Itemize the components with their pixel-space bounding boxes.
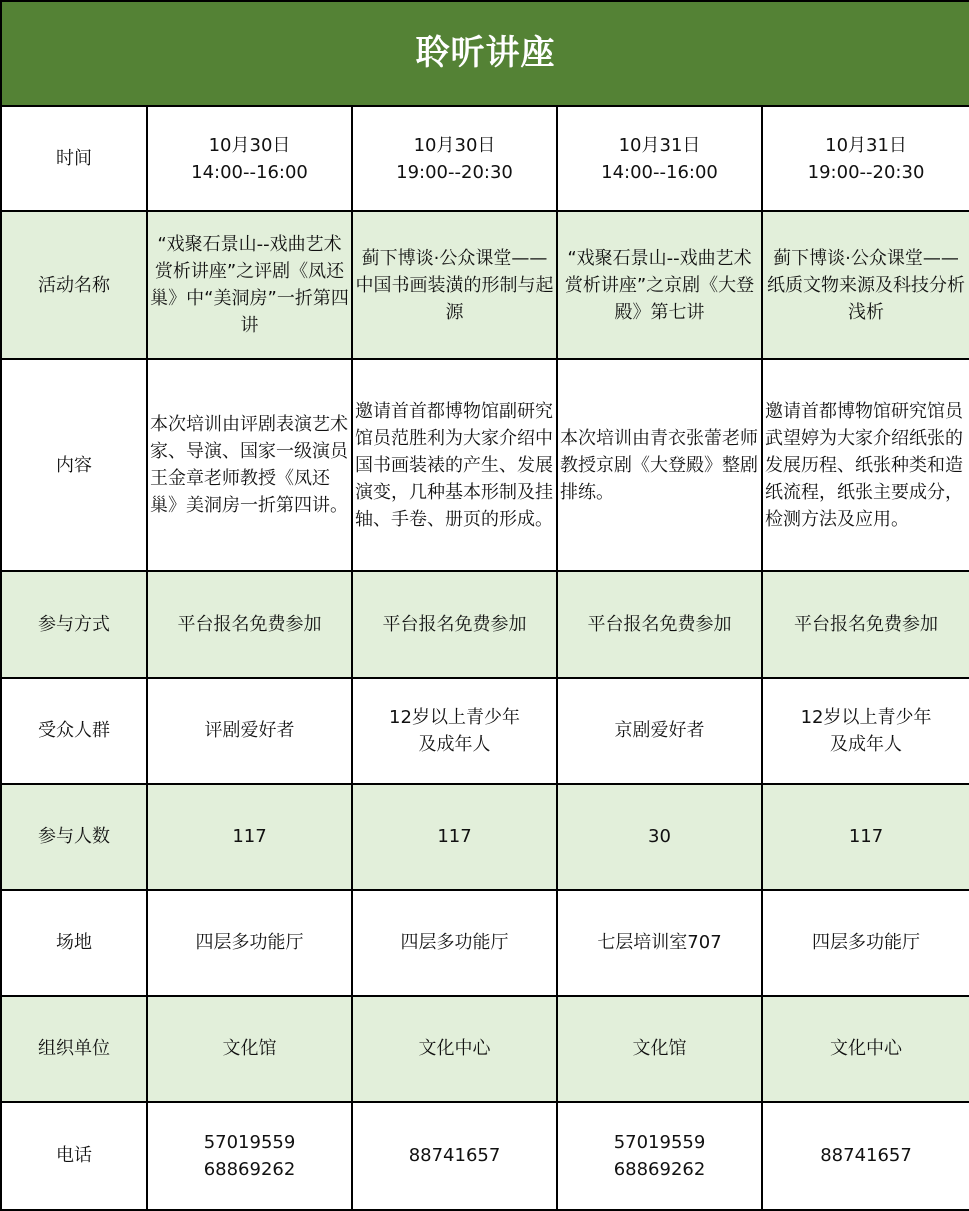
row-label: 时间 xyxy=(1,106,147,211)
table-cell: 12岁以上青少年 及成年人 xyxy=(762,678,969,784)
table-cell: 四层多功能厅 xyxy=(762,890,969,996)
table-cell: 蓟下博谈·公众课堂——纸质文物来源及科技分析浅析 xyxy=(762,211,969,359)
table-cell: 文化馆 xyxy=(557,996,762,1102)
table-cell: “戏聚石景山--戏曲艺术赏析讲座”之评剧《凤还巢》中“美洞房”一折第四讲 xyxy=(147,211,352,359)
table-row-participation xyxy=(1,571,969,677)
table-cell: 30 xyxy=(557,784,762,890)
row-label: 电话 xyxy=(1,1102,147,1210)
table-row-phone xyxy=(1,1102,969,1210)
table-cell: 10月30日 19:00--20:30 xyxy=(352,106,557,211)
table-cell: 117 xyxy=(147,784,352,890)
table-row-content xyxy=(1,359,969,571)
table-cell: “戏聚石景山--戏曲艺术赏析讲座”之京剧《大登殿》第七讲 xyxy=(557,211,762,359)
table-cell: 88741657 xyxy=(352,1102,557,1210)
table-cell: 七层培训室707 xyxy=(557,890,762,996)
table-cell: 10月31日 14:00--16:00 xyxy=(557,106,762,211)
table-cell: 邀请首都博物馆研究馆员武望婷为大家介绍纸张的发展历程、纸张种类和造纸流程，纸张主要成分，检测方法及应用。 xyxy=(762,359,969,571)
table-cell: 本次培训由评剧表演艺术家、导演、国家一级演员王金章老师教授《凤还巢》美洞房一折第四讲。 xyxy=(147,359,352,571)
page-title: 聆听讲座 xyxy=(1,1,969,106)
table-cell: 本次培训由青衣张蕾老师教授京剧《大登殿》整剧排练。 xyxy=(557,359,762,571)
table-row-activity-name xyxy=(1,211,969,359)
table-cell: 57019559 68869262 xyxy=(147,1102,352,1210)
table-row-time xyxy=(1,106,969,211)
row-label: 组织单位 xyxy=(1,996,147,1102)
table-cell: 文化馆 xyxy=(147,996,352,1102)
row-label: 场地 xyxy=(1,890,147,996)
table-cell: 12岁以上青少年 及成年人 xyxy=(352,678,557,784)
row-label: 内容 xyxy=(1,359,147,571)
table-cell: 文化中心 xyxy=(762,996,969,1102)
row-label: 参与方式 xyxy=(1,571,147,677)
table-cell: 评剧爱好者 xyxy=(147,678,352,784)
table-cell: 117 xyxy=(762,784,969,890)
table-row-venue xyxy=(1,890,969,996)
table-cell: 邀请首首都博物馆副研究馆员范胜利为大家介绍中国书画装裱的产生、发展演变，几种基本形制及挂轴、手卷、册页的形成。 xyxy=(352,359,557,571)
table-cell: 四层多功能厅 xyxy=(147,890,352,996)
table-cell: 蓟下博谈·公众课堂——中国书画装潢的形制与起源 xyxy=(352,211,557,359)
table-cell: 57019559 68869262 xyxy=(557,1102,762,1210)
table-cell: 文化中心 xyxy=(352,996,557,1102)
table-cell: 平台报名免费参加 xyxy=(352,571,557,677)
table-cell: 10月31日 19:00--20:30 xyxy=(762,106,969,211)
table-cell: 京剧爱好者 xyxy=(557,678,762,784)
table-cell: 10月30日 14:00--16:00 xyxy=(147,106,352,211)
table-row-organizer xyxy=(1,996,969,1102)
table-row-audience xyxy=(1,678,969,784)
table-cell: 88741657 xyxy=(762,1102,969,1210)
table-cell: 四层多功能厅 xyxy=(352,890,557,996)
row-label: 参与人数 xyxy=(1,784,147,890)
table-row-attendance xyxy=(1,784,969,890)
table-cell: 平台报名免费参加 xyxy=(557,571,762,677)
row-label: 活动名称 xyxy=(1,211,147,359)
row-label: 受众人群 xyxy=(1,678,147,784)
table-cell: 117 xyxy=(352,784,557,890)
table-cell: 平台报名免费参加 xyxy=(762,571,969,677)
table-cell: 平台报名免费参加 xyxy=(147,571,352,677)
